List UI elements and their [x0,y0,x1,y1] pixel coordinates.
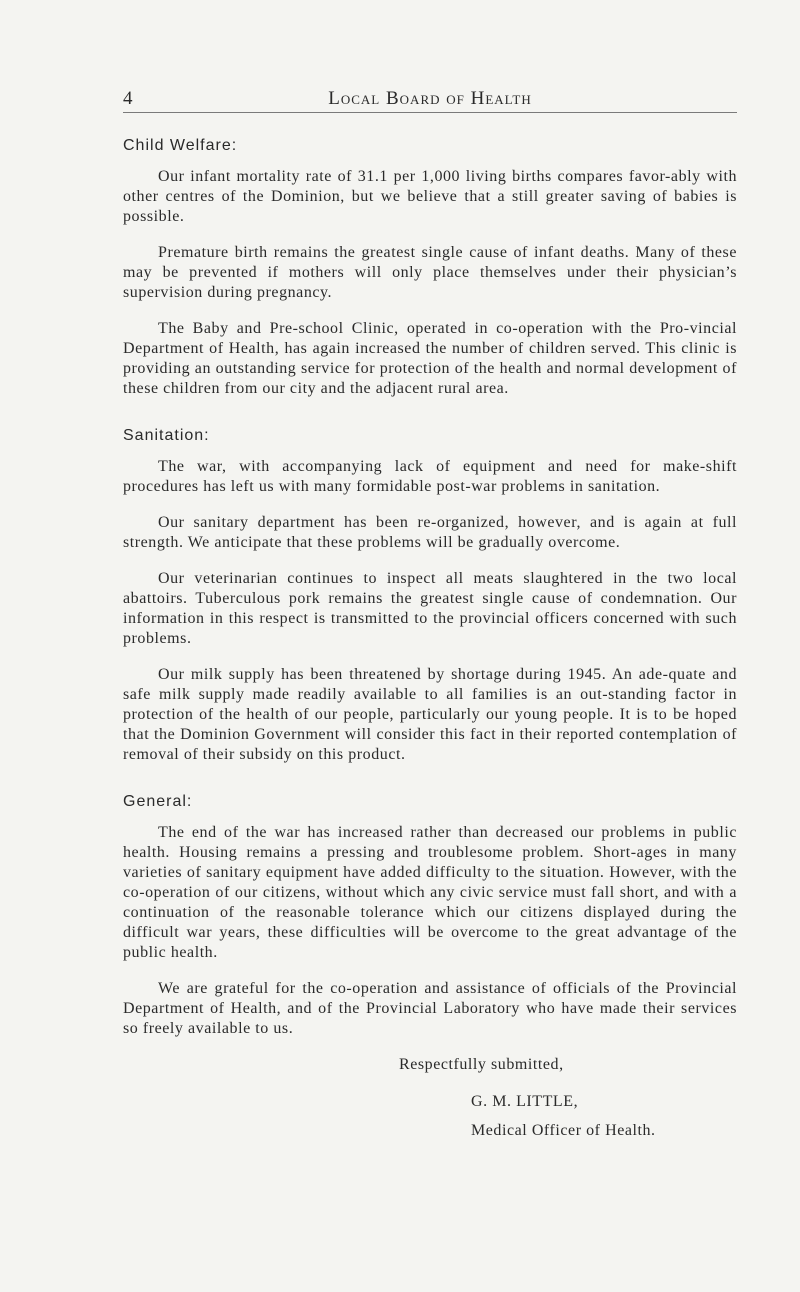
section-heading: General: [123,793,193,810]
section-child-welfare [123,131,737,399]
header-rule [123,112,737,113]
signer-title: Medical Officer of Health. [471,1122,656,1139]
paragraph: The Baby and Pre-school Clinic, operated in co-operation with the Pro-vincial Department of Health, has again increased the number of children served. This clinic is providing an outstanding service for protection of the health and normal development of these children from our city and the adjacent rural area. [123,320,737,397]
paragraph: We are grateful for the co-operation and assistance of officials of the Provincial Department of Health, and of the Provincial Laboratory who have made their services so freely available to us. [123,980,737,1037]
paragraph: Premature birth remains the greatest single cause of infant deaths. Many of these may be prevented if mothers will only place themselves under their physician’s supervision during pregnancy. [123,244,737,301]
page-number: 4 [123,88,133,109]
paragraph: Our infant mortality rate of 31.1 per 1,000 living births compares favor-ably with other centres of the Dominion, but we believe that a still greater saving of babies is possible. [123,168,737,225]
section-heading: Child Welfare: [123,137,238,154]
paragraph: The end of the war has increased rather than decreased our problems in public health. Housing remains a pressing and troublesome problem. Short-ages in many varieties of sanitary equipment have added difficulty to the situation. However, with the co-operation of our citizens, without which any civic service must fall short, and with a continuation of the reasonable tolerance which our citizens displayed during the difficult war years, these difficulties will be overcome to the great advantage of the public health. [123,824,737,961]
section-heading: Sanitation: [123,427,210,444]
closing-block [123,1055,737,1141]
page-header [123,88,737,116]
paragraph: Our milk supply has been threatened by shortage during 1945. An ade-quate and safe milk supply made readily available to all families is an out-standing factor in protection of the health of our people, particularly our young people. It is to be hoped that the Dominion Government will consider this fact in their reported contemplation of removal of their subsidy on this product. [123,666,737,763]
valediction: Respectfully submitted, [399,1056,564,1073]
paragraph: Our veterinarian continues to inspect all meats slaughtered in the two local abattoirs. Tuberculous pork remains the greatest single cause of condemnation. Our information in this respect is transmitted to the provincial officers concerned with such problems. [123,570,737,647]
paragraph: Our sanitary department has been re-organized, however, and is again at full strength. We anticipate that these problems will be gradually overcome. [123,514,737,551]
section-sanitation [123,421,737,765]
paragraph: The war, with accompanying lack of equipment and need for make-shift procedures has left us with many formidable post-war problems in sanitation. [123,458,737,495]
section-general [123,787,737,1039]
signer-name: G. M. LITTLE, [471,1093,579,1110]
document-body [123,131,737,1141]
running-title: Local Board of Health [328,88,532,109]
